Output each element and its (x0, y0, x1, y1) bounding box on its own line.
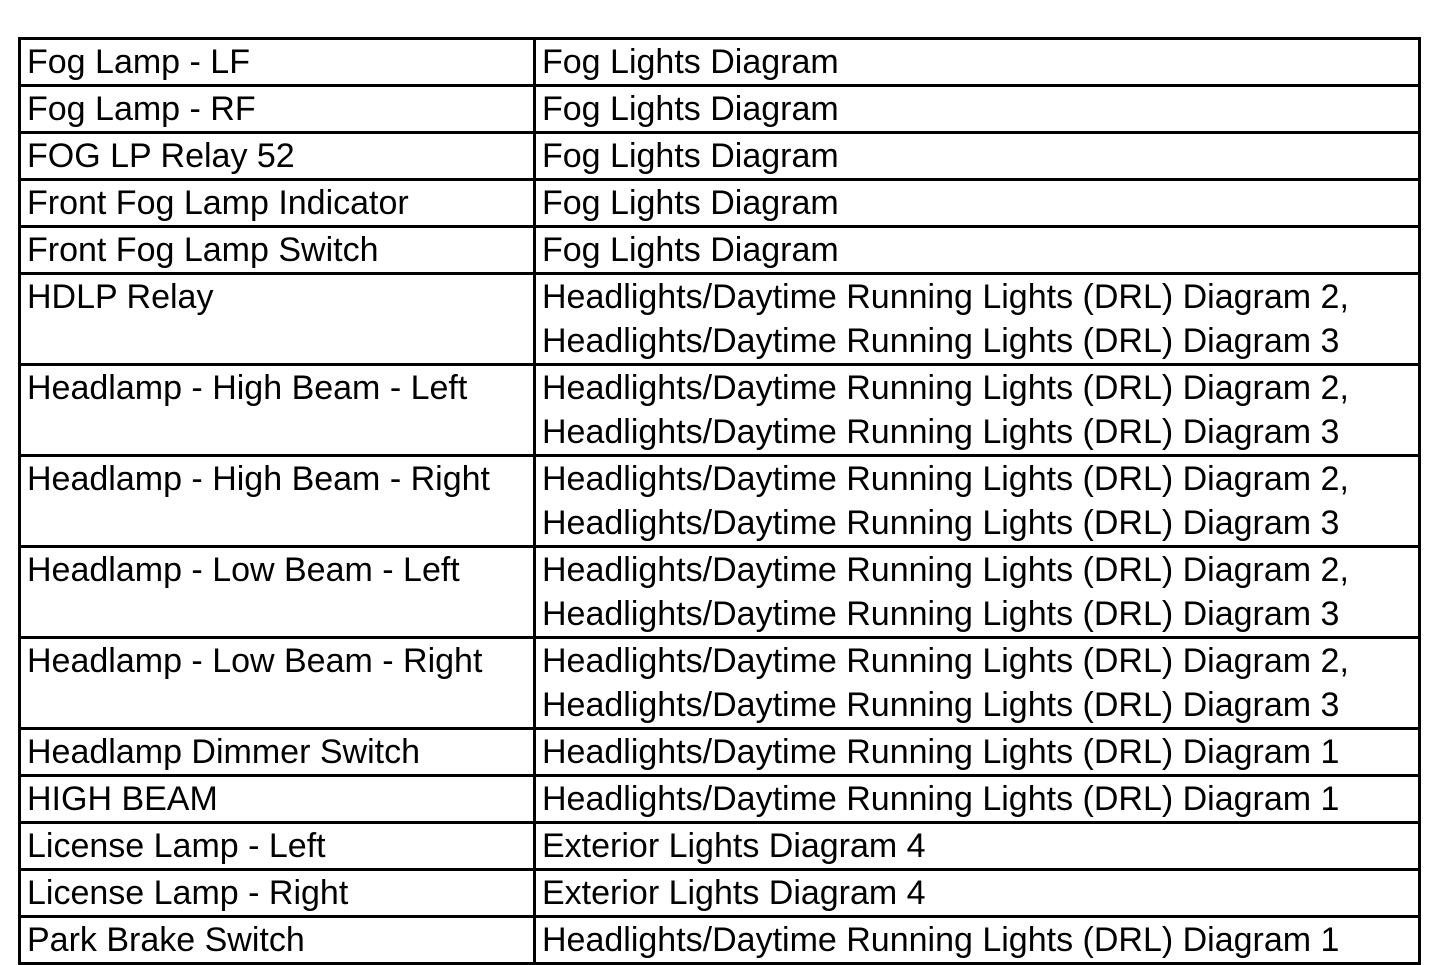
table-row (20, 39, 1420, 86)
table-row (20, 274, 1420, 365)
component-cell (20, 729, 535, 776)
diagram-reference: Exterior Lights Diagram 4 (542, 874, 926, 912)
component-cell (20, 39, 535, 86)
component-name: HDLP Relay (27, 278, 214, 316)
diagram-reference: Headlights/Daytime Running Lights (DRL) Diagram 1 (542, 921, 1340, 959)
diagram-reference: Headlights/Daytime Running Lights (DRL) Diagram 1 (542, 733, 1340, 771)
diagram-reference: Fog Lights Diagram (542, 90, 839, 128)
component-name: Headlamp - Low Beam - Left (27, 551, 460, 589)
component-name: Park Brake Switch (27, 921, 305, 959)
diagram-cell (535, 823, 1420, 870)
diagram-reference: Headlights/Daytime Running Lights (DRL) Diagram 1 (542, 780, 1340, 818)
component-cell (20, 365, 535, 456)
component-name: Headlamp Dimmer Switch (27, 733, 420, 771)
component-name: License Lamp - Right (27, 874, 349, 912)
diagram-cell (535, 227, 1420, 274)
table-row (20, 456, 1420, 547)
diagram-reference: Fog Lights Diagram (542, 43, 839, 81)
table-row (20, 133, 1420, 180)
component-cell (20, 776, 535, 823)
table-row (20, 547, 1420, 638)
component-cell (20, 227, 535, 274)
diagram-reference: Fog Lights Diagram (542, 184, 839, 222)
component-cell (20, 180, 535, 227)
component-cell (20, 133, 535, 180)
component-name: HIGH BEAM (27, 780, 218, 818)
diagram-reference: Headlights/Daytime Running Lights (DRL) Diagram 2, (542, 369, 1349, 407)
component-cell (20, 638, 535, 729)
component-cell (20, 917, 535, 964)
table-row (20, 365, 1420, 456)
diagram-cell (535, 776, 1420, 823)
diagram-reference: Headlights/Daytime Running Lights (DRL) Diagram 2, (542, 460, 1349, 498)
table-row (20, 823, 1420, 870)
table-row (20, 86, 1420, 133)
table-row (20, 729, 1420, 776)
diagram-reference: Headlights/Daytime Running Lights (DRL) Diagram 3 (542, 322, 1340, 360)
table-row (20, 227, 1420, 274)
component-name: Front Fog Lamp Switch (27, 231, 379, 269)
diagram-cell (535, 547, 1420, 638)
diagram-reference: Headlights/Daytime Running Lights (DRL) Diagram 2, (542, 278, 1349, 316)
component-name: Fog Lamp - LF (27, 43, 250, 81)
component-name: Front Fog Lamp Indicator (27, 184, 409, 222)
component-name: Headlamp - High Beam - Left (27, 369, 468, 407)
component-name: Fog Lamp - RF (27, 90, 256, 128)
table-row (20, 638, 1420, 729)
diagram-cell (535, 39, 1420, 86)
component-name: License Lamp - Left (27, 827, 326, 865)
component-cell (20, 274, 535, 365)
component-cell (20, 870, 535, 917)
table-body (20, 39, 1420, 964)
diagram-reference: Headlights/Daytime Running Lights (DRL) Diagram 3 (542, 413, 1340, 451)
component-cell (20, 86, 535, 133)
table-row (20, 776, 1420, 823)
diagram-cell (535, 917, 1420, 964)
diagram-reference: Exterior Lights Diagram 4 (542, 827, 926, 865)
table-row (20, 917, 1420, 964)
diagram-reference: Headlights/Daytime Running Lights (DRL) Diagram 2, (542, 551, 1349, 589)
component-name: FOG LP Relay 52 (27, 137, 295, 175)
component-cell (20, 547, 535, 638)
diagram-cell (535, 133, 1420, 180)
diagram-reference: Headlights/Daytime Running Lights (DRL) Diagram 3 (542, 686, 1340, 724)
table-row (20, 180, 1420, 227)
diagram-cell (535, 456, 1420, 547)
diagram-cell (535, 274, 1420, 365)
table-row (20, 870, 1420, 917)
diagram-cell (535, 638, 1420, 729)
component-name: Headlamp - Low Beam - Right (27, 642, 483, 680)
diagram-cell (535, 86, 1420, 133)
diagram-cell (535, 729, 1420, 776)
diagram-cell (535, 870, 1420, 917)
diagram-reference: Fog Lights Diagram (542, 231, 839, 269)
diagram-reference: Fog Lights Diagram (542, 137, 839, 175)
diagram-reference: Headlights/Daytime Running Lights (DRL) Diagram 3 (542, 595, 1340, 633)
component-name: Headlamp - High Beam - Right (27, 460, 490, 498)
component-cell (20, 823, 535, 870)
component-cell (20, 456, 535, 547)
diagram-cell (535, 365, 1420, 456)
diagram-cell (535, 180, 1420, 227)
diagram-reference: Headlights/Daytime Running Lights (DRL) Diagram 3 (542, 504, 1340, 542)
diagram-reference: Headlights/Daytime Running Lights (DRL) Diagram 2, (542, 642, 1349, 680)
component-diagram-table (18, 37, 1421, 965)
